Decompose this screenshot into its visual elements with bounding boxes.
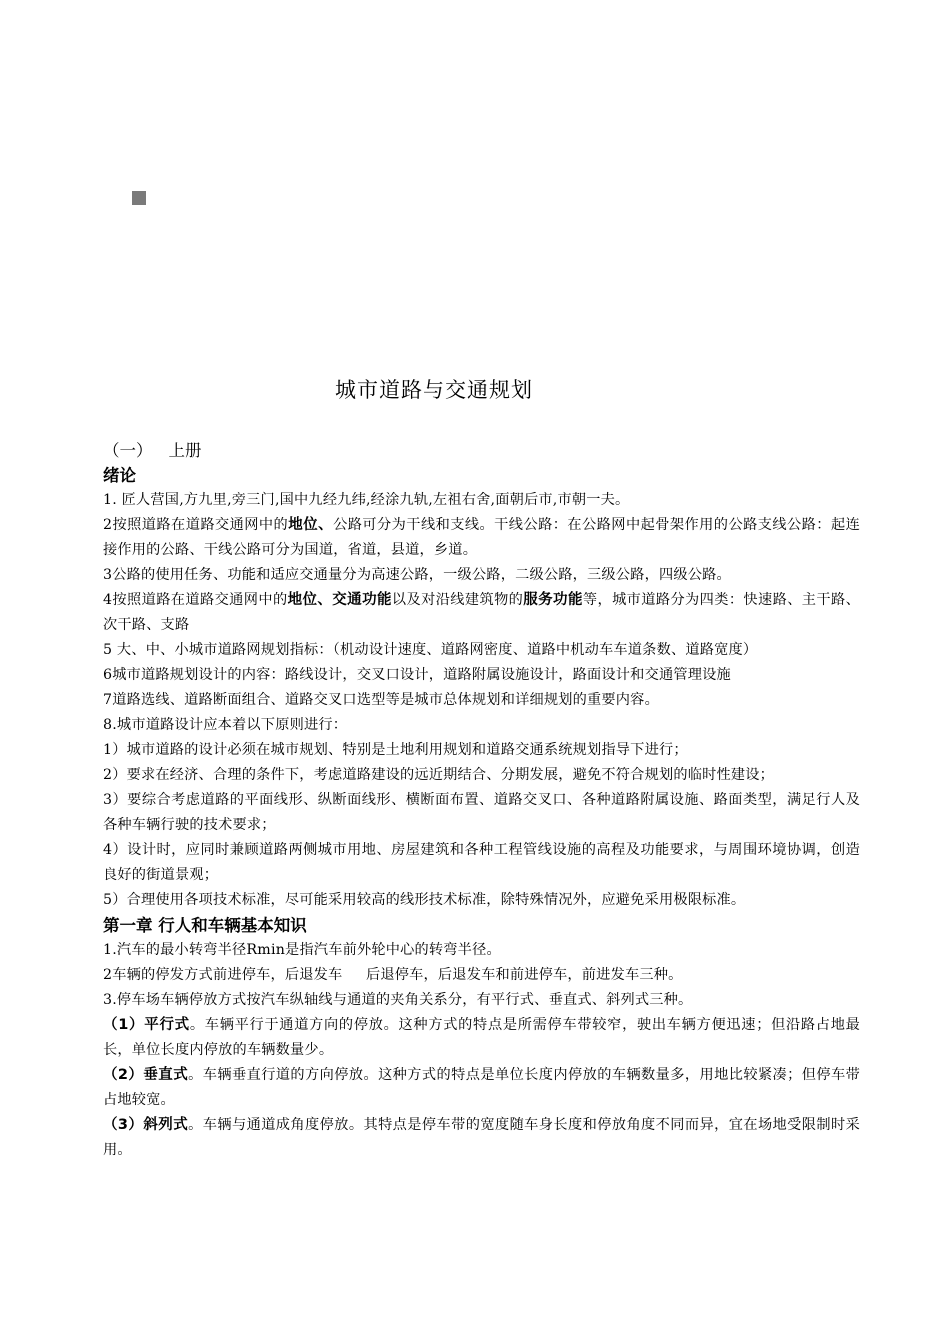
text-run: 公路可分为干线和支线。干线公路：在公路网中起骨架作用的公路支线公路：起连接作用的公路、干线公路可分为国道，省道，县道，乡道。 (103, 517, 860, 558)
bold-term: 地位、 (288, 517, 334, 533)
text-run: 等，城市道路分为四类：快速路、主干路、次干路、支路 (103, 592, 860, 633)
intro-paragraph-5: 5 大、中、小城市道路网规划指标：（机动设计速度、道路网密度、道路中机动车车道条数、道路宽度） (103, 642, 758, 658)
principle-4: 4）设计时，应同时兼顾道路两侧城市用地、房屋建筑和各种工程管线设施的高程及功能要求，与周围环境协调，创造良好的街道景观； (103, 842, 860, 883)
document-body (103, 438, 860, 1163)
bold-term: （1）平行式 (103, 1017, 190, 1033)
text-run: 2按照道路在道路交通网中的 (103, 517, 289, 533)
principle-1: 1）城市道路的设计必须在城市规划、特别是土地利用规划和道路交通系统规划指导下进行； (103, 742, 688, 758)
bold-term: （2）垂直式 (103, 1067, 189, 1083)
bold-term: 地位、交通功能 (287, 592, 392, 608)
square-bullet-icon (132, 191, 146, 205)
intro-paragraph-6: 6城市道路规划设计的内容：路线设计，交叉口设计，道路附属设施设计，路面设计和交通管理设施 (103, 667, 731, 683)
text-run: 以及对沿线建筑物的 (391, 592, 524, 608)
parking-mode-angled (103, 1113, 860, 1163)
intro-heading: 绪论 (103, 466, 136, 485)
intro-paragraph-2 (103, 513, 860, 563)
part-name: 上册 (168, 441, 202, 460)
parking-mode-perpendicular (103, 1063, 860, 1113)
part-label: （一） (103, 441, 153, 460)
principle-5: 5）合理使用各项技术标准，尽可能采用较高的线形技术标准，除特殊情况外，应避免采用极限标准。 (103, 892, 746, 908)
intro-paragraph-7: 7道路选线、道路断面组合、道路交叉口选型等是城市总体规划和详细规划的重要内容。 (103, 692, 659, 708)
intro-paragraph-1: 1. 匠人营国,方九里,旁三门,国中九经九纬,经涂九轨,左祖右舍,面朝后市,市朝一夫。 (103, 492, 630, 508)
text-run: 。车辆平行于通道方向的停放。这种方式的特点是所需停车带较窄，驶出车辆方便迅速；但沿路占地最长，单位长度内停放的车辆数量少。 (103, 1017, 860, 1058)
intro-paragraph-8: 8.城市道路设计应本着以下原则进行： (103, 717, 348, 733)
parking-mode-parallel (103, 1013, 860, 1063)
bold-term: （3）斜列式 (103, 1117, 189, 1133)
text-run: 。车辆与通道成角度停放。其特点是停车带的宽度随车身长度和停放角度不同而异，宜在场地受限制时采用。 (103, 1117, 860, 1158)
principle-2: 2）要求在经济、合理的条件下，考虑道路建设的远近期结合、分期发展，避免不符合规划的临时性建设； (103, 767, 775, 783)
document-title: 城市道路与交通规划 (335, 378, 533, 402)
chapter-1-paragraph-1: 1.汽车的最小转弯半径Rmin是指汽车前外轮中心的转弯半径。 (103, 942, 501, 958)
intro-paragraph-4 (103, 588, 860, 638)
chapter-1-paragraph-3: 3.停车场车辆停放方式按汽车纵轴线与通道的夹角关系分，有平行式、垂直式、斜列式三种。 (103, 992, 693, 1008)
text-run: 。车辆垂直行道的方向停放。这种方式的特点是单位长度内停放的车辆数量多，用地比较紧凑；但停车带占地较宽。 (103, 1067, 860, 1108)
principle-3: 3）要综合考虑道路的平面线形、纵断面线形、横断面布置、道路交叉口、各种道路附属设施、路面类型，满足行人及各种车辆行驶的技术要求； (103, 792, 860, 833)
intro-paragraph-3: 3公路的使用任务、功能和适应交通量分为高速公路，一级公路，二级公路，三级公路，四级公路。 (103, 567, 731, 583)
text-run: 4按照道路在道路交通网中的 (103, 592, 288, 608)
chapter-1-heading: 第一章 行人和车辆基本知识 (103, 916, 307, 935)
part-heading (103, 438, 860, 463)
bold-term: 服务功能 (523, 592, 583, 608)
chapter-1-paragraph-2: 2车辆的停发方式前进停车，后退发车 后退停车，后退发车和前进停车，前进发车三种。 (103, 967, 683, 983)
